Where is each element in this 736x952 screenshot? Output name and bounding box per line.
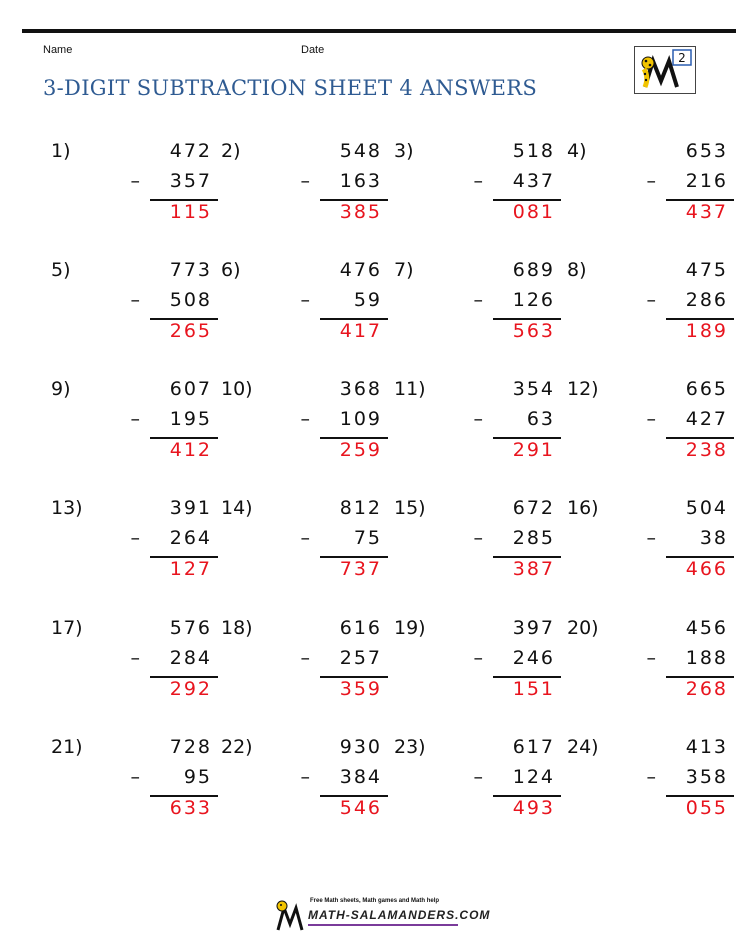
subtrahend-row [130, 408, 212, 430]
subtrahend-row [300, 289, 382, 311]
subtrahend: 38 [699, 527, 728, 549]
answer: 417 [339, 320, 382, 342]
minuend: 617 [512, 736, 555, 758]
answer: 127 [169, 558, 212, 580]
subtrahend-row [473, 766, 555, 788]
subtrahend-row [473, 289, 555, 311]
problem-19 [389, 617, 567, 717]
problem-15 [389, 497, 567, 597]
subtrahend: 216 [685, 170, 728, 192]
answer: 151 [512, 678, 555, 700]
problem-16 [562, 497, 736, 597]
minuend: 607 [169, 378, 212, 400]
subtrahend: 357 [169, 170, 212, 192]
minuend: 354 [512, 378, 555, 400]
problem-number: 13) [51, 497, 83, 519]
problem-14 [216, 497, 394, 597]
answer: 189 [685, 320, 728, 342]
minuend: 518 [512, 140, 555, 162]
problem-number: 20) [567, 617, 599, 639]
subtrahend-row [646, 766, 728, 788]
minuend: 504 [685, 497, 728, 519]
subtrahend: 286 [685, 289, 728, 311]
problem-number: 4) [567, 140, 587, 162]
minus-sign: – [130, 766, 142, 788]
minus-sign: – [646, 647, 658, 669]
subtrahend-row [130, 647, 212, 669]
answer: 055 [685, 797, 728, 819]
problem-number: 22) [221, 736, 253, 758]
subtrahend: 109 [339, 408, 382, 430]
answer: 493 [512, 797, 555, 819]
subtrahend: 384 [339, 766, 382, 788]
salamander-footer-icon [274, 896, 306, 932]
minuend: 728 [169, 736, 212, 758]
minuend: 472 [169, 140, 212, 162]
subtrahend-row [300, 170, 382, 192]
minuend: 475 [685, 259, 728, 281]
minus-sign: – [646, 527, 658, 549]
problem-number: 21) [51, 736, 83, 758]
minus-sign: – [473, 527, 485, 549]
problem-number: 23) [394, 736, 426, 758]
minus-sign: – [646, 408, 658, 430]
subtrahend: 63 [526, 408, 555, 430]
problem-number: 7) [394, 259, 414, 281]
minuend: 576 [169, 617, 212, 639]
subtrahend: 195 [169, 408, 212, 430]
minus-sign: – [300, 408, 312, 430]
problem-number: 2) [221, 140, 241, 162]
subtrahend-row [473, 408, 555, 430]
problem-number: 1) [51, 140, 71, 162]
problem-17 [46, 617, 224, 717]
minus-sign: – [130, 289, 142, 311]
problem-4 [562, 140, 736, 240]
subtrahend-row [130, 527, 212, 549]
minuend: 773 [169, 259, 212, 281]
minuend: 456 [685, 617, 728, 639]
subtrahend: 75 [353, 527, 382, 549]
minus-sign: – [473, 170, 485, 192]
answer: 268 [685, 678, 728, 700]
minuend: 397 [512, 617, 555, 639]
problem-10 [216, 378, 394, 478]
minuend: 672 [512, 497, 555, 519]
subtrahend: 284 [169, 647, 212, 669]
answer: 081 [512, 201, 555, 223]
answer: 546 [339, 797, 382, 819]
minus-sign: – [300, 527, 312, 549]
problem-8 [562, 259, 736, 359]
subtrahend: 163 [339, 170, 382, 192]
subtrahend-row [646, 408, 728, 430]
problem-number: 8) [567, 259, 587, 281]
problem-12 [562, 378, 736, 478]
answer: 737 [339, 558, 382, 580]
minuend: 368 [339, 378, 382, 400]
minuend: 812 [339, 497, 382, 519]
minus-sign: – [130, 647, 142, 669]
minus-sign: – [646, 289, 658, 311]
minus-sign: – [300, 289, 312, 311]
minuend: 413 [685, 736, 728, 758]
subtrahend: 508 [169, 289, 212, 311]
answer: 387 [512, 558, 555, 580]
problem-number: 10) [221, 378, 253, 400]
subtrahend: 437 [512, 170, 555, 192]
problem-number: 15) [394, 497, 426, 519]
problem-7 [389, 259, 567, 359]
problem-20 [562, 617, 736, 717]
minuend: 930 [339, 736, 382, 758]
answer: 385 [339, 201, 382, 223]
problem-number: 17) [51, 617, 83, 639]
subtrahend: 246 [512, 647, 555, 669]
problem-number: 5) [51, 259, 71, 281]
minus-sign: – [473, 647, 485, 669]
subtrahend-row [646, 289, 728, 311]
minus-sign: – [300, 170, 312, 192]
minuend: 616 [339, 617, 382, 639]
date-label: Date [301, 44, 325, 56]
problem-23 [389, 736, 567, 836]
problem-number: 11) [394, 378, 426, 400]
answer: 466 [685, 558, 728, 580]
problem-number: 16) [567, 497, 599, 519]
minus-sign: – [646, 766, 658, 788]
answer: 563 [512, 320, 555, 342]
problem-number: 14) [221, 497, 253, 519]
subtrahend-row [473, 647, 555, 669]
minus-sign: – [473, 766, 485, 788]
subtrahend-row [646, 527, 728, 549]
problem-9 [46, 378, 224, 478]
problem-5 [46, 259, 224, 359]
problem-18 [216, 617, 394, 717]
answer: 633 [169, 797, 212, 819]
subtrahend: 124 [512, 766, 555, 788]
subtrahend-row [130, 289, 212, 311]
problem-11 [389, 378, 567, 478]
footer-tagline: Free Math sheets, Math games and Math help [310, 898, 440, 904]
problem-13 [46, 497, 224, 597]
subtrahend: 264 [169, 527, 212, 549]
minuend: 665 [685, 378, 728, 400]
subtrahend: 358 [685, 766, 728, 788]
minuend: 476 [339, 259, 382, 281]
problem-22 [216, 736, 394, 836]
problem-number: 18) [221, 617, 253, 639]
problem-6 [216, 259, 394, 359]
problem-3 [389, 140, 567, 240]
footer-underline [308, 924, 458, 926]
minuend: 548 [339, 140, 382, 162]
problem-number: 6) [221, 259, 241, 281]
subtrahend: 95 [183, 766, 212, 788]
minuend: 391 [169, 497, 212, 519]
answer: 292 [169, 678, 212, 700]
subtrahend-row [300, 408, 382, 430]
minus-sign: – [130, 408, 142, 430]
problem-number: 3) [394, 140, 414, 162]
problem-number: 24) [567, 736, 599, 758]
problem-21 [46, 736, 224, 836]
subtrahend: 126 [512, 289, 555, 311]
minuend: 653 [685, 140, 728, 162]
subtrahend: 427 [685, 408, 728, 430]
problem-2 [216, 140, 394, 240]
subtrahend-row [473, 527, 555, 549]
logo-badge-text: 2 [678, 51, 686, 65]
subtrahend-row [646, 170, 728, 192]
answer: 359 [339, 678, 382, 700]
subtrahend-row [300, 527, 382, 549]
answer: 259 [339, 439, 382, 461]
answer: 437 [685, 201, 728, 223]
answer: 115 [169, 201, 212, 223]
subtrahend-row [130, 170, 212, 192]
page-title: 3-DIGIT SUBTRACTION SHEET 4 ANSWERS [43, 76, 538, 100]
footer-brand: MATH-SALAMANDERS.COM [308, 908, 491, 922]
problem-number: 9) [51, 378, 71, 400]
minus-sign: – [300, 766, 312, 788]
subtrahend: 59 [353, 289, 382, 311]
answer: 412 [169, 439, 212, 461]
problem-number: 12) [567, 378, 599, 400]
minus-sign: – [646, 170, 658, 192]
footer [274, 896, 491, 936]
answer: 265 [169, 320, 212, 342]
name-label: Name [43, 44, 73, 56]
subtrahend-row [473, 170, 555, 192]
subtrahend: 285 [512, 527, 555, 549]
answer: 291 [512, 439, 555, 461]
minuend: 689 [512, 259, 555, 281]
subtrahend: 257 [339, 647, 382, 669]
problem-24 [562, 736, 736, 836]
subtrahend-row [646, 647, 728, 669]
subtrahend: 188 [685, 647, 728, 669]
minus-sign: – [130, 170, 142, 192]
answer: 238 [685, 439, 728, 461]
problem-1 [46, 140, 224, 240]
subtrahend-row [300, 766, 382, 788]
minus-sign: – [300, 647, 312, 669]
problem-number: 19) [394, 617, 426, 639]
minus-sign: – [130, 527, 142, 549]
subtrahend-row [300, 647, 382, 669]
minus-sign: – [473, 289, 485, 311]
minus-sign: – [473, 408, 485, 430]
subtrahend-row [130, 766, 212, 788]
